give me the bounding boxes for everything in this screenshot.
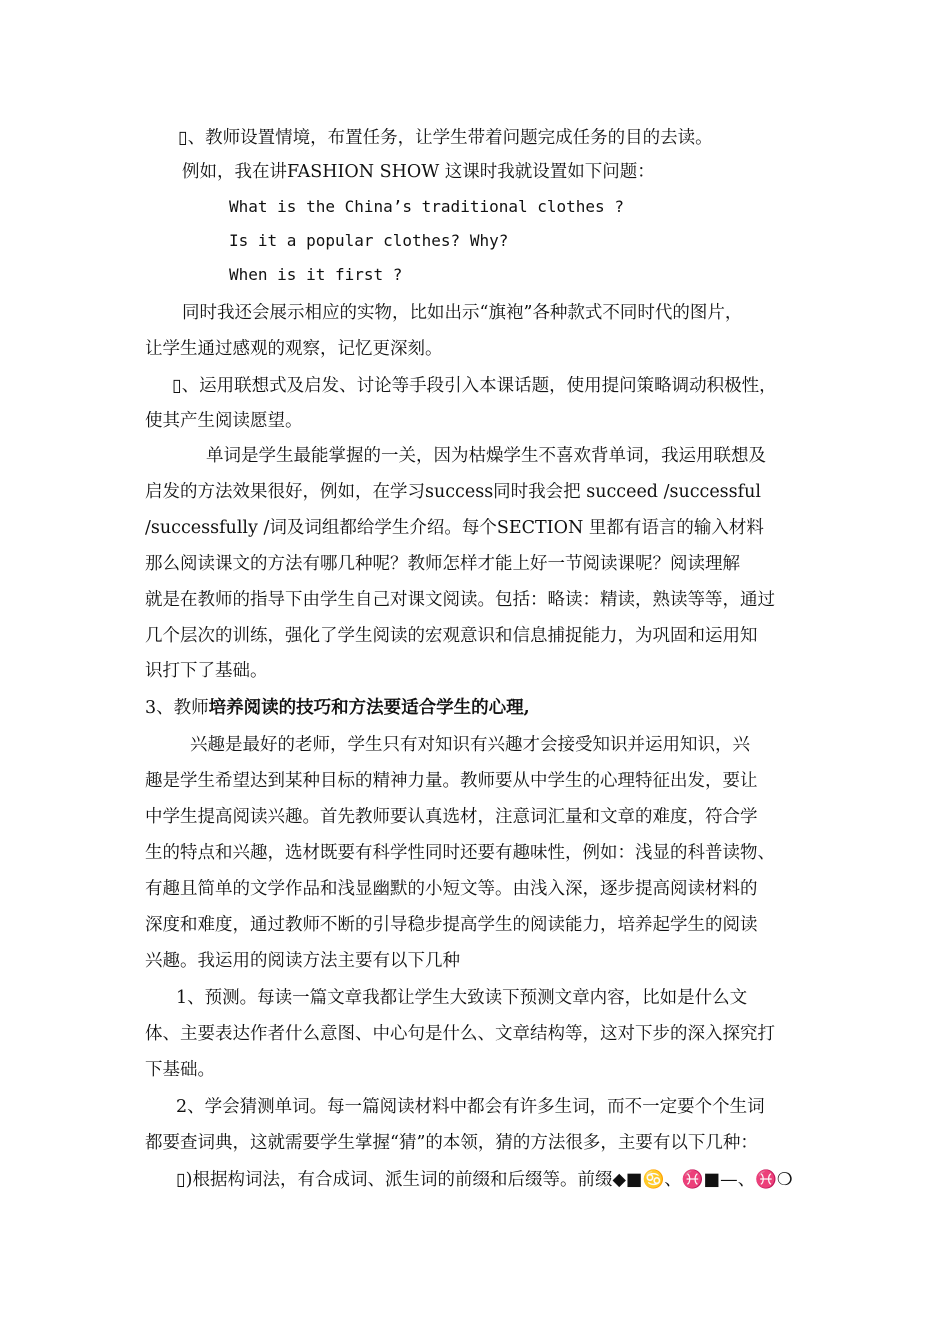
text-line: 例如，我在讲FASHION SHOW 这课时我就设置如下问题： (182, 162, 655, 182)
text-line: 2、学会猜测单词。每一篇阅读材料中都会有许多生词，而不一定要个个生词 (176, 1097, 765, 1117)
text-line: Is it a popular clothes? Why? (229, 231, 509, 250)
text-line: When is it first ? (229, 265, 403, 284)
text-line: 体、主要表达作者什么意图、中心句是什么、文章结构等，这对下步的深入探究打 (145, 1024, 775, 1044)
missing-glyph-icon: ▯ (176, 1170, 186, 1190)
text-line: 兴趣。我运用的阅读方法主要有以下几种 (145, 951, 460, 971)
text-line: ▯、教师设置情境，布置任务，让学生带着问题完成任务的目的去读。 (178, 128, 713, 148)
text-line: 识打下了基础。 (145, 661, 268, 681)
text-line: 就是在教师的指导下由学生自己对课文阅读。包括：略读：精读，熟读等等，通过 (145, 590, 775, 610)
missing-glyph-icon: ▯ (172, 376, 182, 396)
text-line: 深度和难度，通过教师不断的引导稳步提高学生的阅读能力，培养起学生的阅读 (145, 915, 758, 935)
text-line: 那么阅读课文的方法有哪几种呢？教师怎样才能上好一节阅读课呢？阅读理解 (145, 554, 740, 574)
heading-line: 3、教师培养阅读的技巧和方法要适合学生的心理, (145, 698, 530, 718)
bold-heading: 培养阅读的技巧和方法要适合学生的心理, (208, 698, 530, 718)
text-line: 生的特点和兴趣，选材既要有科学性同时还要有趣味性，例如：浅显的科普读物、 (145, 843, 775, 863)
text-line: What is the China’s traditional clothes ? (229, 197, 624, 216)
text-line: 同时我还会展示相应的实物，比如出示“旗袍”各种款式不同时代的图片， (182, 303, 743, 323)
text-line: 1、预测。每读一篇文章我都让学生大致读下预测文章内容，比如是什么文 (176, 988, 748, 1008)
text-line: 趣是学生希望达到某种目标的精神力量。教师要从中学生的心理特征出发，要让 (145, 771, 758, 791)
text-line: ▯、运用联想式及启发、讨论等手段引入本课话题，使用提问策略调动积极性， (172, 376, 777, 396)
text-line: 有趣且简单的文学作品和浅显幽默的小短文等。由浅入深，逐步提高阅读材料的 (145, 879, 758, 899)
text-line: 启发的方法效果很好，例如，在学习success同时我会把 succeed /successful (145, 482, 761, 502)
text-line: 单词是学生最能掌握的一关，因为枯燥学生不喜欢背单词，我运用联想及 (206, 446, 766, 466)
text-line: 都要查词典，这就需要学生掌握“猜”的本领，猜的方法很多，主要有以下几种： (145, 1133, 758, 1153)
missing-glyph-icon: ▯ (178, 128, 188, 148)
text-line: 使其产生阅读愿望。 (145, 411, 303, 431)
text-line: 让学生通过感观的观察，记忆更深刻。 (145, 339, 443, 359)
text-line: 几个层次的训练，强化了学生阅读的宏观意识和信息捕捉能力，为巩固和运用知 (145, 626, 758, 646)
text-line: ▯)根据构词法，有合成词、派生词的前缀和后缀等。前缀◆■♋、♓■—、♓❍ (176, 1170, 793, 1190)
text-line: 下基础。 (145, 1060, 215, 1080)
text-line: 中学生提高阅读兴趣。首先教师要认真选材，注意词汇量和文章的难度，符合学 (145, 807, 758, 827)
text-line: 兴趣是最好的老师，学生只有对知识有兴趣才会接受知识并运用知识，兴 (190, 735, 750, 755)
text-line: /successfully /词及词组都给学生介绍。每个SECTION 里都有语言的输入材料 (145, 518, 764, 538)
